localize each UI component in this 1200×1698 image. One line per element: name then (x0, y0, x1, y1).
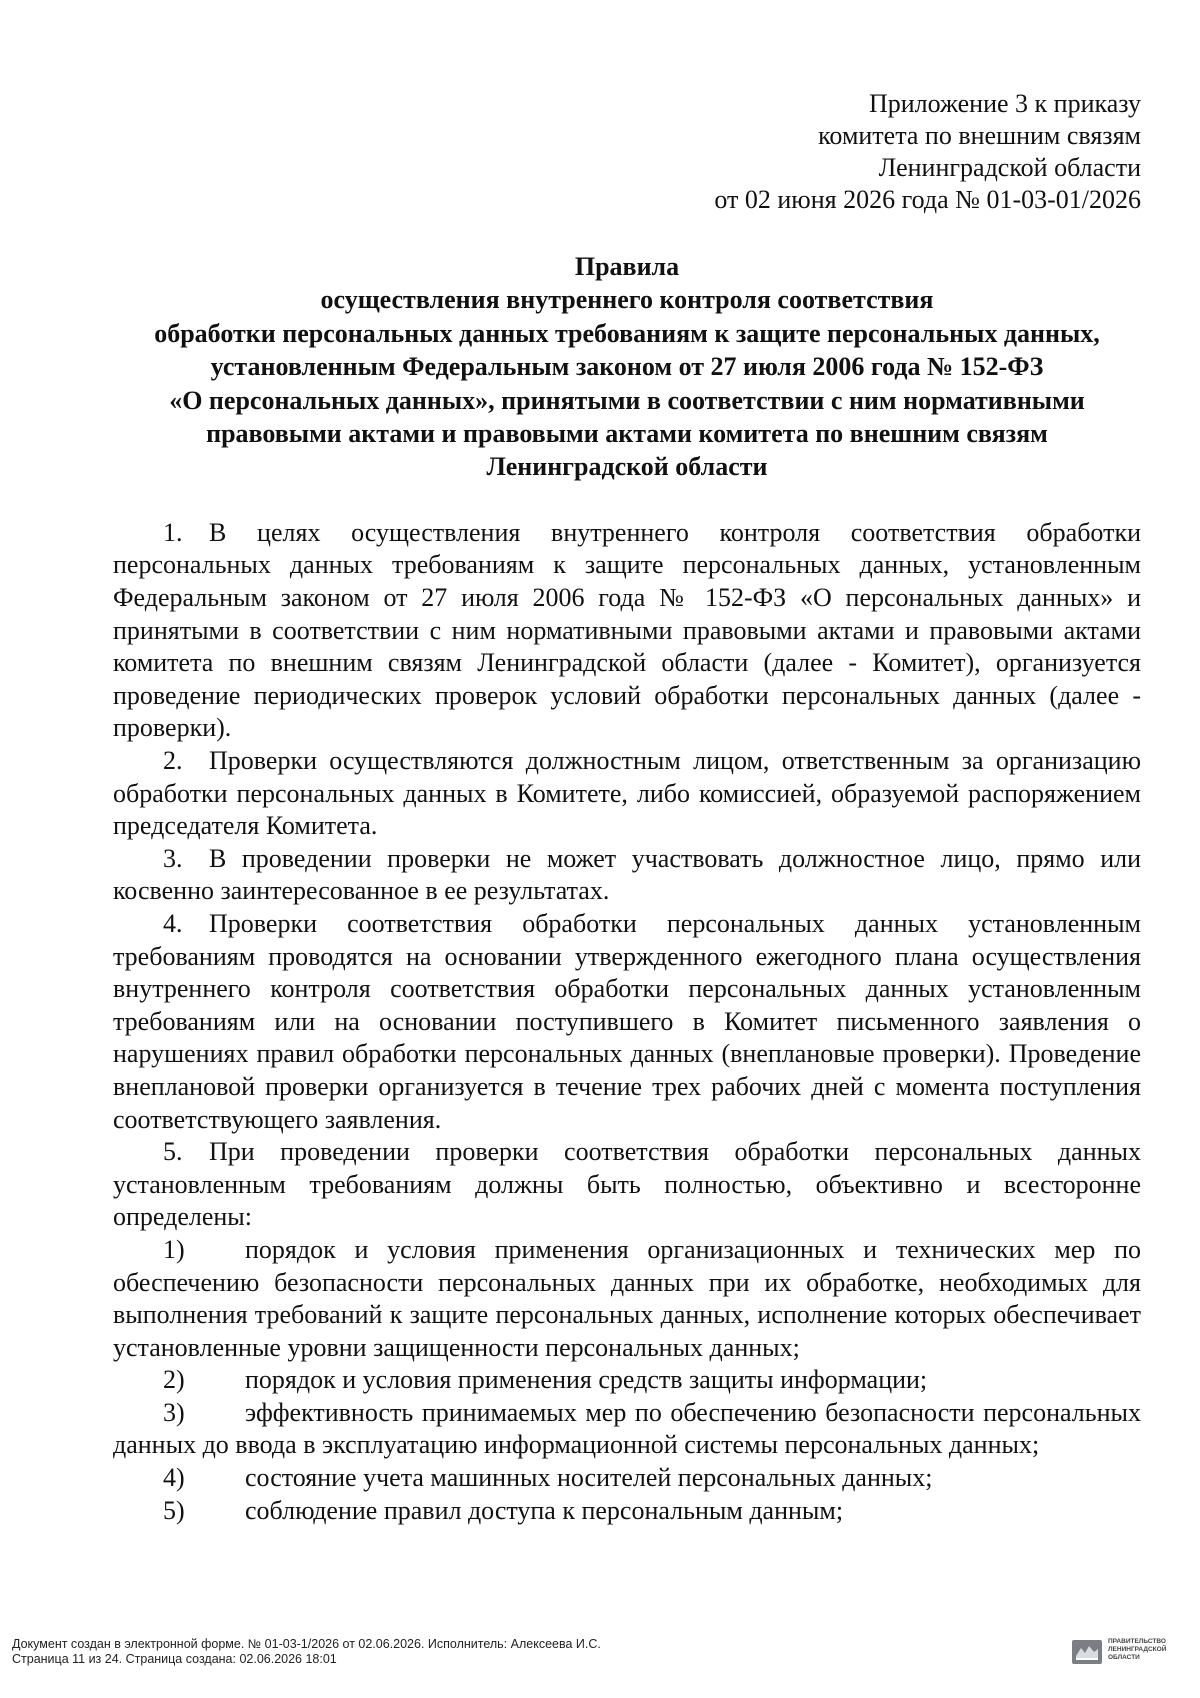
subitem-number: 4) (163, 1463, 185, 1493)
subitem-2 (113, 1364, 1141, 1397)
document-content (113, 517, 1141, 1527)
subitem-number: 1) (163, 1234, 185, 1264)
title-line-1: Правила (574, 252, 680, 281)
paragraph-number: 5. (163, 1137, 183, 1167)
subitem-text: порядок и условия применения средств защиты информации; (245, 1365, 928, 1395)
title-line-4: установленным Федеральным законом от 27 июля 2006 года № 152-ФЗ (210, 352, 1044, 382)
paragraph-4 (113, 908, 1141, 1136)
footer-document-info: Документ создан в электронной форме. № 01-03-1/2026 от 02.06.2026. Исполнитель: Алексеева И.С. (12, 1637, 601, 1651)
paragraph-2 (113, 745, 1141, 843)
paragraph-number: 3. (163, 843, 183, 873)
subitem-text: соблюдение правил доступа к персональным данным; (245, 1495, 844, 1525)
page-footer (12, 1637, 601, 1667)
appendix-line-1: Приложение 3 к приказу (868, 89, 1141, 118)
paragraph-text: В проведении проверки не может участвовать должностное лицо, прямо или косвенно заинтересованное в ее результатах. (113, 843, 1141, 906)
title-line-7: Ленинградской области (486, 452, 768, 482)
subitem-number: 3) (163, 1397, 185, 1427)
subitem-number: 5) (163, 1495, 185, 1525)
subitem-text: порядок и условия применения организационных и технических мер по обеспечению безопасности персональных данных при их обработке, необходимых для выполнения требований к защите персональных данных, исполнение которых обеспечивает установленные уровни защищенности персональных данных; (113, 1234, 1141, 1362)
document-body (113, 88, 1141, 1527)
subitem-number: 2) (163, 1365, 185, 1395)
paragraph-number: 1. (163, 517, 183, 547)
subitem-5 (113, 1495, 1141, 1528)
subitem-4 (113, 1462, 1141, 1495)
paragraph-text: При проведении проверки соответствия обработки персональных данных установленным требованиям должны быть полностью, объективно и всесторонне определены: (113, 1137, 1141, 1232)
logo-caption (1108, 1638, 1188, 1662)
title-line-6: правовыми актами и правовыми актами комитета по внешним связям (206, 419, 1048, 449)
logo-text-line-1: ПРАВИТЕЛЬСТВО (1108, 1638, 1166, 1645)
title-line-2: осуществления внутреннего контроля соответствия (320, 285, 934, 315)
logo-text-line-3: ОБЛАСТИ (1108, 1654, 1140, 1661)
footer-page-info: Страница 11 из 24. Страница создана: 02.06.2026 18:01 (12, 1652, 337, 1666)
paragraph-text: Проверки осуществляются должностным лицом, ответственным за организацию обработки персональных данных в Комитете, либо комиссией, образуемой распоряжением председателя Комитета. (113, 746, 1141, 841)
paragraph-1 (113, 517, 1141, 745)
subitem-1 (113, 1234, 1141, 1364)
paragraph-5 (113, 1136, 1141, 1234)
title-line-3: обработки персональных данных требованиям к защите персональных данных, (154, 318, 1100, 348)
subitem-3 (113, 1397, 1141, 1462)
appendix-line-4: от 02 июня 2026 года № 01-03-01/2026 (714, 185, 1141, 214)
paragraph-number: 4. (163, 908, 183, 938)
paragraph-number: 2. (163, 746, 183, 775)
subitem-text: эффективность принимаемых мер по обеспечению безопасности персональных данных до ввода в эксплуатацию информационной системы персональных данных; (113, 1397, 1141, 1460)
document-title (113, 250, 1141, 484)
paragraph-text: В целях осуществления внутреннего контроля соответствия обработки персональных данных требованиям к защите персональных данных, установленным Федеральным законом от 27 июля 2006 года № 152-ФЗ «О персональных данных» и принятыми в соответствии с ним нормативными правовыми актами и правовыми актами комитета по внешним связям Ленинградской области (далее - Комитет), организуется проведение периодических проверок условий обработки персональных данных (далее - проверки). (113, 517, 1141, 743)
government-logo (1072, 1638, 1190, 1674)
title-line-5: «О персональных данных», принятыми в соответствии с ним нормативными (169, 385, 1085, 415)
paragraph-3 (113, 843, 1141, 908)
appendix-line-3: Ленинградской области (878, 153, 1141, 182)
paragraph-text: Проверки соответствия обработки персональных данных установленным требованиям проводятся на основании утвержденного ежегодного плана осуществления внутреннего контроля соответствия обработки персональных данных установленным требованиям или на основании поступившего в Комитет письменного заявления о нарушениях правил обработки персональных данных (внеплановые проверки). Проведение внеплановой проверки организуется в течение трех рабочих дней с момента поступления соответствующего заявления. (113, 908, 1141, 1134)
subitem-text: состояние учета машинных носителей персональных данных; (245, 1463, 933, 1493)
appendix-header (113, 88, 1141, 216)
logo-text-line-2: ЛЕНИНГРАДСКОЙ (1108, 1646, 1167, 1653)
coat-of-arms-icon (1072, 1640, 1102, 1664)
appendix-line-2: комитета по внешним связям (818, 121, 1141, 150)
